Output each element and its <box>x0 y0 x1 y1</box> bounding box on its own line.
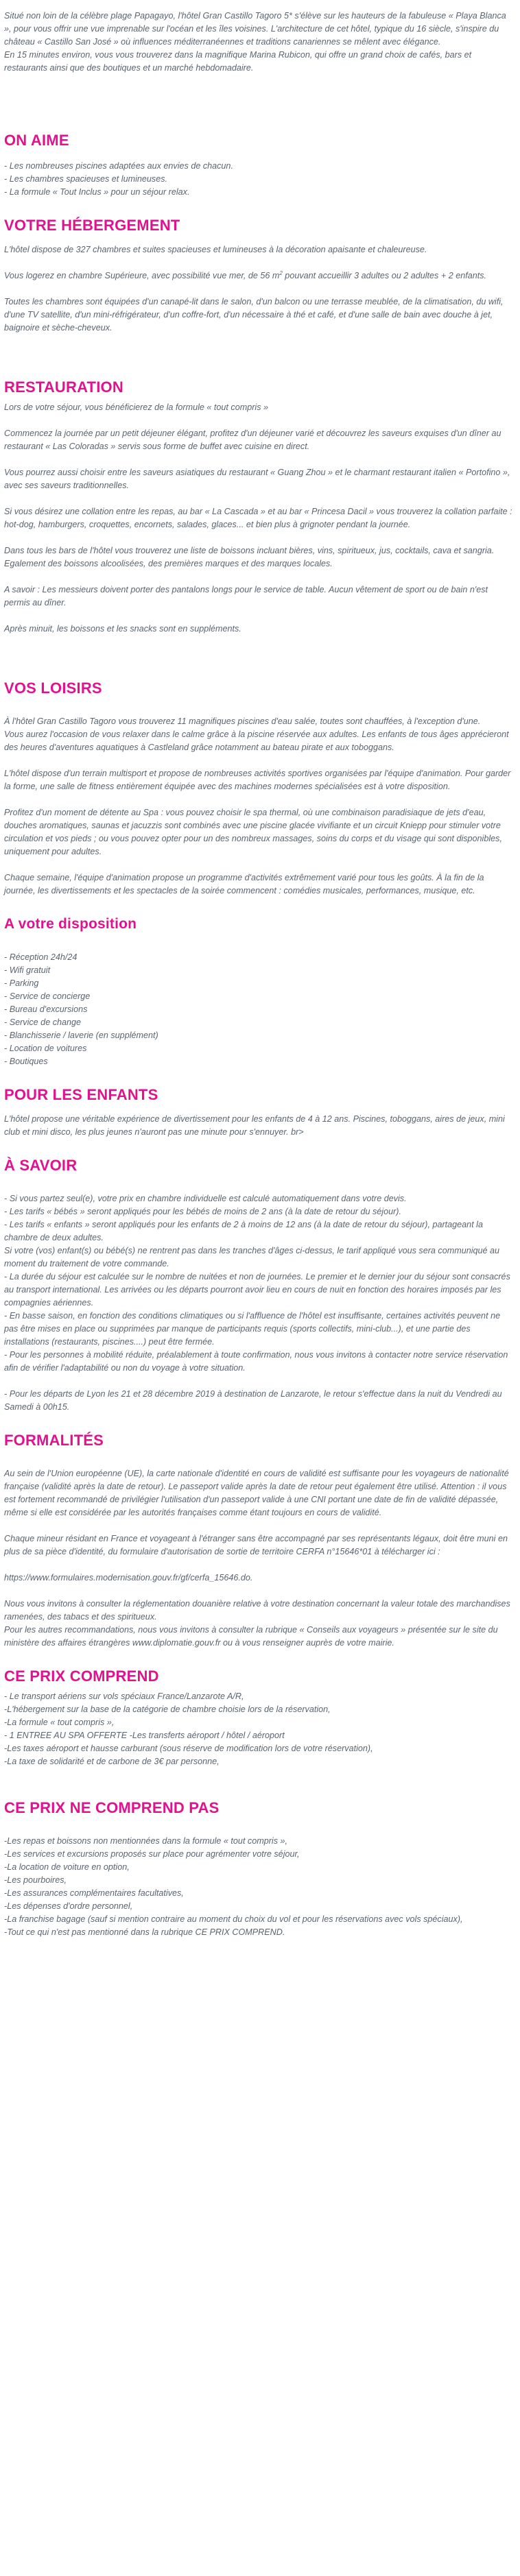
formalites-paragraph-3: Nous vous invitons à consulter la réglementation douanière relative à votre destination concernant la valeur totale des marchandises ramenées, des tabacs et des spiritueux. <box>4 1599 510 1622</box>
section-title-disposition: A votre disposition <box>4 916 137 932</box>
list-item: -Les services et excursions proposés sur place pour agrémenter votre séjour, <box>4 1849 300 1859</box>
intro-paragraph-2: En 15 minutes environ, vous vous trouverez dans la magnifique Marina Rubicon, qui offre un grand choix de cafés, bars et restaurants ainsi que des boutiques et un marché hebdomadaire. <box>4 50 472 73</box>
restauration-paragraph-1: Lors de votre séjour, vous bénéficierez de la formule « tout compris » <box>4 402 269 412</box>
restauration-paragraph-5: Dans tous les bars de l'hôtel vous trouverez une liste de boissons incluant bières, vins, spiritueux, jus, cocktails, cava et sangria. Egalement des boissons alcoolisées, des premières marques et des marques locales. <box>4 546 495 568</box>
intro-paragraph-1: Situé non loin de la célèbre plage Papagayo, l'hôtel Gran Castillo Tagoro 5* s'élève sur les hauteurs de la fabuleuse « Playa Blanca », pour vous offrir une vue imprenable sur l'océan et les îles voisines. L'architecture de cet hôtel, typique du 16 siècle, s'inspire du château « Castillo San José » où influences méditerranéennes et traditions canariennes se mêlent avec élégance. <box>4 11 506 47</box>
list-item: - La formule « Tout Inclus » pour un séjour relax. <box>4 187 190 197</box>
list-item: -Les dépenses d'ordre personnel, <box>4 1901 133 1911</box>
savoir-depart-note: - Pour les départs de Lyon les 21 et 28 décembre 2019 à destination de Lanzarote, le retour s'effectue dans la nuit du Vendredi au Samedi à 00h15. <box>4 1389 502 1412</box>
loisirs-paragraph-3: L'hôtel dispose d'un terrain multisport et propose de nombreuses activités sportives organisées par l'équipe d'animation. Pour garder la forme, une salle de fitness entièrement équipée avec des machines modernes spécialisées est à votre disposition. <box>4 769 511 791</box>
formalites-paragraph-4: Pour les autres recommandations, nous vous invitons à consulter la rubrique « Conseils aux voyageurs » présentée sur le site du ministère des affaires étrangères www.diplomatie.gouv.fr ou à vous renseigner auprès de votre mairie. <box>4 1625 498 1648</box>
list-item: - Pour les personnes à mobilité réduite, préalablement à toute confirmation, nous vous invitons à contacter notre service réservation afin de vérifier l'adaptabilité ou non du voyage à votre situation. <box>4 1350 508 1373</box>
list-item: -La location de voiture en option, <box>4 1862 130 1872</box>
loisirs-paragraph-1: À l'hôtel Gran Castillo Tagoro vous trouverez 11 magnifiques piscines d'eau salée, toutes sont chauffées, à l'exception d'une. <box>4 717 481 726</box>
hebergement-paragraph-2: Vous logerez en chambre Supérieure, avec possibilité vue mer, de 56 $m^2$ pouvant accueillir 3 adultes ou 2 adultes + 2 enfants. <box>4 269 487 280</box>
list-item: - 1 ENTREE AU SPA OFFERTE -Les transferts aéroport / hôtel / aéroport <box>4 1731 285 1740</box>
list-item: -Les repas et boissons non mentionnées dans la formule « tout compris », <box>4 1836 288 1846</box>
list-item: -La taxe de solidarité et de carbone de 3€ par personne, <box>4 1757 220 1766</box>
section-title-comprend: CE PRIX COMPREND <box>4 1668 159 1685</box>
list-item: -Tout ce qui n'est pas mentionné dans la rubrique CE PRIX COMPREND. <box>4 1927 285 1937</box>
list-item: - Les tarifs « bébés » seront appliqués pour les bébés de moins de 2 ans (à la date de retour du séjour). <box>4 1207 401 1216</box>
list-item: - Le transport aériens sur vols spéciaux France/Lanzarote A/R, <box>4 1692 244 1701</box>
list-item: - En basse saison, en fonction des conditions climatiques ou si l'affluence de l'hôtel est insuffisante, certaines activités peuvent ne pas être mises en place ou supprimées par manque de participants requis (sports collectifs, mini-club...), et une partie des installations (restaurants, piscines....) peut être fermée. <box>4 1311 501 1347</box>
list-item: -Les assurances complémentaires facultatives, <box>4 1888 184 1898</box>
list-item: - La durée du séjour est calculée sur le nombre de nuitées et non de journées. Le premier et le dernier jour du séjour sont consacrés au transport international. Les arrivées ou les départs pourront avoir lieu en cours de nuit en fonction des horaires imposés par les compagnies aériennes. <box>4 1272 510 1308</box>
list-item: - Les nombreuses piscines adaptées aux envies de chacun. <box>4 161 233 171</box>
disposition-list <box>4 951 513 1068</box>
restauration-paragraph-4: Si vous désirez une collation entre les repas, au bar « La Cascada » et au bar « Princesa Dacil » vous trouverez la collation parfaite : hot-dog, hamburgers, croquettes, encornets, salades, glaces... et bien plus à grignoter pendant la journée. <box>4 507 512 529</box>
ne-comprend-list <box>4 1835 513 1939</box>
section-title-ne-comprend: CE PRIX NE COMPREND PAS <box>4 1799 220 1816</box>
formalites-paragraph-1: Au sein de l'Union européenne (UE), la carte nationale d'identité en cours de validité est suffisante pour les voyageurs de nationalité française (validité après la date de retour). Le passeport valide après la date de retour peut également être utilisé. Attention : il vous est fortement recommandé de privilégier l'utilisation d'un passeport valide à une CNI portant une date de fin de validité dépassée, même si elle est considérée par les autorités françaises comme étant toujours en cours de validité. <box>4 1469 509 1517</box>
section-title-enfants: POUR LES ENFANTS <box>4 1086 158 1103</box>
savoir-list <box>4 1192 513 1375</box>
hebergement-paragraph-3: Toutes les chambres sont équipées d'un canapé-lit dans le salon, d'un balcon ou une terrasse meublée, de la climatisation, du wifi, d'une TV satellite, d'un mini-réfrigérateur, d'un coffre-fort, d'un nécessaire à thé et café, et d'une salle de bain avec douche à jet, baignoire et sèche-cheveux. <box>4 297 504 333</box>
formalites-paragraph-2: Chaque mineur résidant en France et voyageant à l'étranger sans être accompagné par ses représentants légaux, doit être muni en plus de sa pièce d'identité, du formulaire d'autorisation de sortie de territoire CERFA n°15646*01 à télécharger ici : <box>4 1534 508 1556</box>
list-item: -Les pourboires, <box>4 1875 67 1885</box>
list-item: - Si vous partez seul(e), votre prix en chambre individuelle est calculé automatiquement dans votre devis. <box>4 1194 407 1203</box>
list-item: - Réception 24h/24 <box>4 952 78 962</box>
list-item: - Service de change <box>4 1018 82 1027</box>
list-item: - Location de voitures <box>4 1044 87 1053</box>
list-item: - Bureau d'excursions <box>4 1004 88 1014</box>
section-title-loisirs: VOS LOISIRS <box>4 679 102 697</box>
hebergement-paragraph-1: L'hôtel dispose de 327 chambres et suites spacieuses et lumineuses à la décoration apaisante et chaleureuse. <box>4 245 427 254</box>
list-item: Si votre (vos) enfant(s) ou bébé(s) ne rentrent pas dans les tranches d'âges ci-dessus, le tarif appliqué vous sera communiqué au moment du traitement de votre commande. <box>4 1246 500 1268</box>
restauration-paragraph-3: Vous pourrez aussi choisir entre les saveurs asiatiques du restaurant « Guang Zhou » et le charmant restaurant italien « Portofino », avec ses saveurs traditionnelles. <box>4 468 510 490</box>
comprend-list <box>4 1690 513 1768</box>
enfants-paragraph-1: L'hôtel propose une véritable expérience de divertissement pour les enfants de 4 à 12 ans. Piscines, toboggans, aires de jeux, mini club et mini disco, les plus jeunes n'auront pas une minute pour s'ennuyer. br> <box>4 1114 505 1137</box>
list-item: -L'hébergement sur la base de la catégorie de chambre choisie lors de la réservation, <box>4 1705 331 1714</box>
on-aime-list <box>4 160 513 199</box>
list-item: - Boutiques <box>4 1057 48 1066</box>
list-item: - Service de concierge <box>4 991 91 1001</box>
cerfa-link[interactable]: https://www.formulaires.modernisation.gouv.fr/gf/cerfa_15646.do. <box>4 1573 253 1582</box>
list-item: - Parking <box>4 978 39 988</box>
section-title-restauration: RESTAURATION <box>4 378 123 396</box>
section-title-savoir: À SAVOIR <box>4 1157 78 1174</box>
restauration-paragraph-6: A savoir : Les messieurs doivent porter des pantalons longs pour le service de table. Aucun vêtement de sport ou de bain n'est permis au dîner. <box>4 585 488 607</box>
loisirs-paragraph-5: Chaque semaine, l'équipe d'animation propose un programme d'activités extrêmement varié pour tous les goûts. À la fin de la journée, les divertissements et les spectacles de la soirée commencent : comédies musicales, performances, musique, etc. <box>4 873 484 895</box>
list-item: - Les chambres spacieuses et lumineuses. <box>4 174 167 184</box>
loisirs-paragraph-4: Profitez d'un moment de détente au Spa : vous pouvez choisir le spa thermal, où une combinaison paradisiaque de jets d'eau, douches aromatiques, saunas et jacuzzis sont combinés avec une piscine glacée vivifiante et un circuit Kniepp pour stimuler votre circulation et vos pieds ; ou vous pouvez opter pour un des nombreux massages, soins du corps et du visage qui sont disponibles, uniquement pour adultes. <box>4 808 502 856</box>
list-item: -La formule « tout compris », <box>4 1718 115 1727</box>
loisirs-paragraph-2: Vous aurez l'occasion de vous relaxer dans le calme grâce à la piscine réservée aux adultes. Les enfants de tous âges apprécieront des heures d'aventures aquatiques à Castleland grâce notamment au bateau pirate et aux toboggans. <box>4 730 509 752</box>
section-title-formalites: FORMALITÉS <box>4 1432 104 1449</box>
list-item: - Blanchisserie / laverie (en supplément) <box>4 1031 158 1040</box>
restauration-paragraph-2: Commencez la journée par un petit déjeuner élégant, profitez d'un déjeuner varié et découvrez les saveurs exquises d'un dîner au restaurant « Las Coloradas » servis sous forme de buffet avec cuisine en direct. <box>4 429 501 451</box>
section-title-on-aime: ON AIME <box>4 132 69 149</box>
list-item: - Les tarifs « enfants » seront appliqués pour les enfants de 2 à moins de 12 ans (à la date de retour du séjour), partageant la chambre de deux adultes. <box>4 1220 483 1242</box>
list-item: -Les taxes aéroport et hausse carburant (sous réserve de modification lors de votre réservation), <box>4 1744 373 1753</box>
list-item: - Wifi gratuit <box>4 965 51 975</box>
section-title-hebergement: VOTRE HÉBERGEMENT <box>4 217 180 234</box>
list-item: -La franchise bagage (sauf si mention contraire au moment du choix du vol et pour les réservations avec vols spéciaux), <box>4 1914 463 1924</box>
restauration-paragraph-7: Après minuit, les boissons et les snacks sont en suppléments. <box>4 624 241 634</box>
